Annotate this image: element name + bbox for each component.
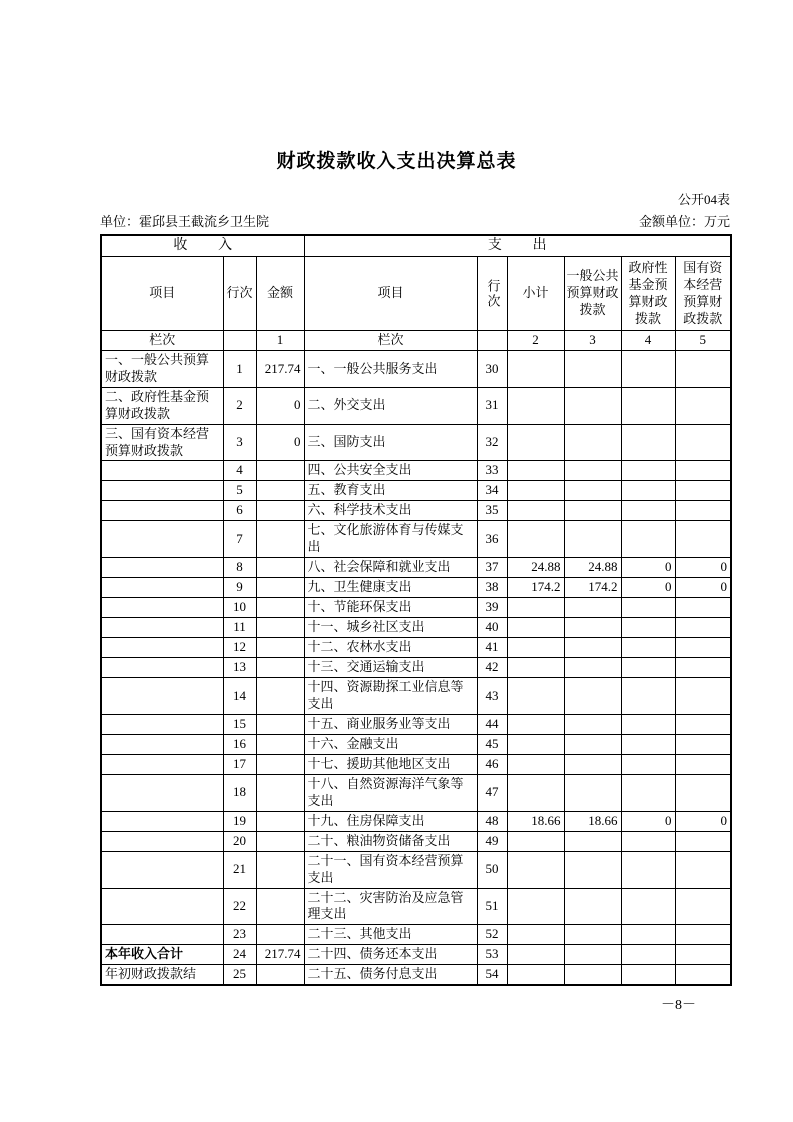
cell-gov-fund	[621, 734, 675, 754]
table-body	[101, 351, 731, 986]
cell-income-amount: 217.74	[256, 351, 304, 388]
cell-income-amount	[256, 925, 304, 945]
table-row	[101, 658, 731, 678]
cell-expense-item: 一、一般公共服务支出	[304, 351, 477, 388]
cell-subtotal	[507, 618, 564, 638]
income-section-label: 收入	[173, 238, 263, 253]
cell-expense-rowno: 46	[477, 754, 507, 774]
cell-income-rowno: 14	[223, 678, 256, 715]
cell-expense-rowno: 32	[477, 424, 507, 461]
cell-income-rowno: 24	[223, 945, 256, 965]
cell-expense-rowno: 40	[477, 618, 507, 638]
cell-income-item	[101, 461, 223, 481]
cell-gov-fund	[621, 501, 675, 521]
cell-expense-item: 四、公共安全支出	[304, 461, 477, 481]
table-row	[101, 678, 731, 715]
cell-general-budget	[564, 658, 621, 678]
cell-expense-rowno: 50	[477, 851, 507, 888]
cell-subtotal	[507, 831, 564, 851]
cell-income-item	[101, 658, 223, 678]
cell-subtotal	[507, 945, 564, 965]
cell-gov-fund	[621, 888, 675, 925]
cell-income-item	[101, 774, 223, 811]
cell-state-capital	[675, 461, 731, 481]
form-code: 公开04表	[677, 192, 730, 207]
table-row	[101, 888, 731, 925]
cell-subtotal	[507, 387, 564, 424]
cell-gov-fund	[621, 351, 675, 388]
cell-expense-rowno: 34	[477, 481, 507, 501]
cell-income-rowno: 5	[223, 481, 256, 501]
cell-state-capital: 0	[675, 811, 731, 831]
table-row	[101, 618, 731, 638]
cell-income-item: 本年收入合计	[101, 945, 223, 965]
cell-state-capital	[675, 424, 731, 461]
cell-expense-rowno: 35	[477, 501, 507, 521]
cell-state-capital	[675, 925, 731, 945]
table-row	[101, 851, 731, 888]
table-row	[101, 424, 731, 461]
cell-income-amount	[256, 558, 304, 578]
cell-subtotal	[507, 965, 564, 985]
table-row	[101, 925, 731, 945]
cell-income-amount: 217.74	[256, 945, 304, 965]
cell-gov-fund	[621, 598, 675, 618]
cell-subtotal	[507, 424, 564, 461]
cell-income-item	[101, 831, 223, 851]
cell-gov-fund	[621, 424, 675, 461]
cell-state-capital	[675, 754, 731, 774]
cell-income-item: 年初财政拨款结	[101, 965, 223, 985]
cell-general-budget	[564, 424, 621, 461]
col-header-expense-item: 项目	[304, 257, 477, 331]
cell-gov-fund	[621, 618, 675, 638]
cell-subtotal	[507, 754, 564, 774]
col-header-general-budget: 一般公共预算财政拨款	[564, 257, 621, 331]
cell-income-item	[101, 598, 223, 618]
cell-expense-rowno: 51	[477, 888, 507, 925]
cell-income-item: 二、政府性基金预算财政拨款	[101, 387, 223, 424]
cell-general-budget	[564, 351, 621, 388]
cell-state-capital	[675, 598, 731, 618]
table-row	[101, 734, 731, 754]
cell-income-item	[101, 888, 223, 925]
cell-income-item	[101, 618, 223, 638]
cell-expense-item: 二十五、债务付息支出	[304, 965, 477, 985]
cell-gov-fund: 0	[621, 578, 675, 598]
cell-gov-fund	[621, 851, 675, 888]
cell-income-rowno: 10	[223, 598, 256, 618]
table-row	[101, 945, 731, 965]
cell-subtotal	[507, 925, 564, 945]
cell-general-budget	[564, 501, 621, 521]
cell-subtotal	[507, 638, 564, 658]
cell-income-rowno: 3	[223, 424, 256, 461]
cell-expense-rowno: 33	[477, 461, 507, 481]
cell-state-capital	[675, 774, 731, 811]
cell-expense-item: 二十四、债务还本支出	[304, 945, 477, 965]
cell-gov-fund	[621, 774, 675, 811]
cell-general-budget	[564, 598, 621, 618]
cell-expense-rowno: 54	[477, 965, 507, 985]
cell-expense-item: 九、卫生健康支出	[304, 578, 477, 598]
cell-general-budget	[564, 925, 621, 945]
cell-state-capital	[675, 481, 731, 501]
cell-income-amount	[256, 831, 304, 851]
cell-income-item	[101, 714, 223, 734]
cell-income-item	[101, 925, 223, 945]
expense-section-label: 支出	[487, 238, 578, 253]
cell-general-budget	[564, 965, 621, 985]
table-row	[101, 754, 731, 774]
cell-gov-fund	[621, 521, 675, 558]
cell-expense-item: 二十三、其他支出	[304, 925, 477, 945]
expense-section-header	[304, 235, 731, 257]
cell-income-rowno: 7	[223, 521, 256, 558]
cell-general-budget	[564, 734, 621, 754]
cell-general-budget: 18.66	[564, 811, 621, 831]
cell-expense-rowno: 49	[477, 831, 507, 851]
cell-income-rowno: 15	[223, 714, 256, 734]
cell-income-item	[101, 521, 223, 558]
cell-income-rowno: 4	[223, 461, 256, 481]
cell-income-item	[101, 481, 223, 501]
cell-state-capital: 0	[675, 578, 731, 598]
cell-income-item	[101, 638, 223, 658]
cell-state-capital	[675, 501, 731, 521]
cell-state-capital	[675, 851, 731, 888]
cell-income-rowno: 18	[223, 774, 256, 811]
cell-income-amount	[256, 598, 304, 618]
cell-subtotal	[507, 351, 564, 388]
table-row	[101, 558, 731, 578]
cell-gov-fund	[621, 387, 675, 424]
cell-general-budget	[564, 831, 621, 851]
cell-income-item: 三、国有资本经营预算财政拨款	[101, 424, 223, 461]
table-row	[101, 501, 731, 521]
cell-income-item	[101, 754, 223, 774]
col-header-income-rowno: 行次	[223, 257, 256, 331]
col-number-2: 2	[507, 331, 564, 351]
cell-income-rowno: 22	[223, 888, 256, 925]
col-header-subtotal: 小计	[507, 257, 564, 331]
lanci-income: 栏次	[101, 331, 223, 351]
cell-general-budget: 24.88	[564, 558, 621, 578]
meta-line	[100, 211, 730, 230]
table-row	[101, 578, 731, 598]
cell-expense-item: 十四、资源勘探工业信息等支出	[304, 678, 477, 715]
cell-income-amount	[256, 888, 304, 925]
cell-general-budget: 174.2	[564, 578, 621, 598]
col-header-income-amount: 金额	[256, 257, 304, 331]
col-number-3: 3	[564, 331, 621, 351]
cell-income-rowno: 23	[223, 925, 256, 945]
cell-income-rowno: 9	[223, 578, 256, 598]
cell-income-amount	[256, 481, 304, 501]
cell-gov-fund	[621, 925, 675, 945]
table-row	[101, 521, 731, 558]
cell-general-budget	[564, 888, 621, 925]
cell-general-budget	[564, 851, 621, 888]
cell-income-amount: 0	[256, 424, 304, 461]
table-row	[101, 351, 731, 388]
lanci-income-rowno-blank	[223, 331, 256, 351]
col-header-expense-rowno: 行次	[477, 257, 507, 331]
cell-expense-rowno: 48	[477, 811, 507, 831]
cell-subtotal	[507, 461, 564, 481]
cell-income-amount	[256, 501, 304, 521]
table-row	[101, 774, 731, 811]
table-row	[101, 387, 731, 424]
header-row-columns	[101, 257, 731, 331]
cell-expense-item: 二十、粮油物资储备支出	[304, 831, 477, 851]
cell-general-budget	[564, 618, 621, 638]
cell-subtotal	[507, 678, 564, 715]
cell-income-rowno: 16	[223, 734, 256, 754]
cell-income-item	[101, 734, 223, 754]
table-row	[101, 811, 731, 831]
cell-general-budget	[564, 481, 621, 501]
cell-income-rowno: 8	[223, 558, 256, 578]
cell-income-amount	[256, 658, 304, 678]
cell-expense-rowno: 43	[477, 678, 507, 715]
col-header-state-capital: 国有资本经营预算财政拨款	[675, 257, 731, 331]
cell-expense-rowno: 45	[477, 734, 507, 754]
cell-expense-rowno: 38	[477, 578, 507, 598]
cell-expense-rowno: 37	[477, 558, 507, 578]
col-header-gov-fund: 政府性基金预算财政拨款	[621, 257, 675, 331]
cell-income-amount	[256, 521, 304, 558]
cell-income-item	[101, 501, 223, 521]
cell-expense-item: 六、科学技术支出	[304, 501, 477, 521]
cell-gov-fund	[621, 481, 675, 501]
cell-expense-rowno: 52	[477, 925, 507, 945]
cell-state-capital	[675, 521, 731, 558]
cell-expense-item: 十九、住房保障支出	[304, 811, 477, 831]
cell-expense-item: 十七、援助其他地区支出	[304, 754, 477, 774]
table-section	[100, 189, 730, 1014]
cell-gov-fund: 0	[621, 811, 675, 831]
cell-general-budget	[564, 945, 621, 965]
cell-expense-item: 十八、自然资源海洋气象等支出	[304, 774, 477, 811]
cell-subtotal	[507, 481, 564, 501]
cell-subtotal	[507, 851, 564, 888]
header-row-sections	[101, 235, 731, 257]
cell-expense-item: 三、国防支出	[304, 424, 477, 461]
cell-income-rowno: 21	[223, 851, 256, 888]
cell-state-capital	[675, 638, 731, 658]
cell-income-rowno: 12	[223, 638, 256, 658]
page-title: 财政拨款收入支出决算总表	[276, 151, 517, 172]
cell-income-amount	[256, 811, 304, 831]
cell-expense-item: 十三、交通运输支出	[304, 658, 477, 678]
cell-expense-rowno: 30	[477, 351, 507, 388]
cell-income-item	[101, 811, 223, 831]
cell-expense-rowno: 47	[477, 774, 507, 811]
table-row	[101, 831, 731, 851]
cell-income-rowno: 25	[223, 965, 256, 985]
cell-income-amount	[256, 578, 304, 598]
cell-gov-fund	[621, 638, 675, 658]
cell-expense-rowno: 41	[477, 638, 507, 658]
table-row	[101, 638, 731, 658]
cell-income-amount	[256, 774, 304, 811]
cell-income-rowno: 13	[223, 658, 256, 678]
amount-unit-label: 金额单位：万元	[638, 214, 730, 229]
cell-income-rowno: 17	[223, 754, 256, 774]
cell-expense-item: 十五、商业服务业等支出	[304, 714, 477, 734]
cell-general-budget	[564, 774, 621, 811]
cell-income-amount	[256, 754, 304, 774]
cell-expense-item: 五、教育支出	[304, 481, 477, 501]
cell-state-capital	[675, 714, 731, 734]
cell-gov-fund	[621, 965, 675, 985]
table-row	[101, 461, 731, 481]
cell-subtotal	[507, 658, 564, 678]
cell-income-rowno: 2	[223, 387, 256, 424]
cell-income-item: 一、一般公共预算财政拨款	[101, 351, 223, 388]
cell-income-amount	[256, 851, 304, 888]
cell-expense-rowno: 39	[477, 598, 507, 618]
col-number-4: 4	[621, 331, 675, 351]
header-row-lanci	[101, 331, 731, 351]
cell-general-budget	[564, 714, 621, 734]
cell-expense-item: 二、外交支出	[304, 387, 477, 424]
cell-income-amount	[256, 618, 304, 638]
cell-income-rowno: 1	[223, 351, 256, 388]
table-row	[101, 965, 731, 985]
cell-state-capital	[675, 387, 731, 424]
cell-gov-fund	[621, 461, 675, 481]
cell-income-amount	[256, 678, 304, 715]
cell-state-capital	[675, 945, 731, 965]
cell-state-capital	[675, 965, 731, 985]
cell-state-capital	[675, 351, 731, 388]
cell-expense-rowno: 36	[477, 521, 507, 558]
cell-subtotal	[507, 501, 564, 521]
cell-state-capital	[675, 888, 731, 925]
cell-expense-item: 十二、农林水支出	[304, 638, 477, 658]
cell-income-rowno: 6	[223, 501, 256, 521]
cell-state-capital	[675, 831, 731, 851]
cell-expense-rowno: 53	[477, 945, 507, 965]
cell-gov-fund	[621, 831, 675, 851]
cell-expense-item: 七、文化旅游体育与传媒支出	[304, 521, 477, 558]
cell-subtotal	[507, 714, 564, 734]
cell-income-amount: 0	[256, 387, 304, 424]
cell-subtotal: 18.66	[507, 811, 564, 831]
cell-expense-item: 十六、金融支出	[304, 734, 477, 754]
cell-expense-item: 十一、城乡社区支出	[304, 618, 477, 638]
cell-general-budget	[564, 521, 621, 558]
cell-subtotal	[507, 774, 564, 811]
cell-subtotal: 174.2	[507, 578, 564, 598]
cell-gov-fund	[621, 714, 675, 734]
table-row	[101, 598, 731, 618]
cell-general-budget	[564, 461, 621, 481]
income-section-header	[101, 235, 304, 257]
lanci-expense: 栏次	[304, 331, 477, 351]
fiscal-summary-table	[100, 234, 732, 986]
cell-income-amount	[256, 638, 304, 658]
col-number-1: 1	[256, 331, 304, 351]
cell-expense-item: 二十二、灾害防治及应急管理支出	[304, 888, 477, 925]
cell-subtotal	[507, 734, 564, 754]
cell-state-capital	[675, 734, 731, 754]
cell-income-item	[101, 578, 223, 598]
cell-gov-fund	[621, 658, 675, 678]
cell-expense-rowno: 44	[477, 714, 507, 734]
cell-expense-item: 十、节能环保支出	[304, 598, 477, 618]
cell-general-budget	[564, 754, 621, 774]
cell-subtotal: 24.88	[507, 558, 564, 578]
cell-income-item	[101, 558, 223, 578]
cell-income-rowno: 19	[223, 811, 256, 831]
cell-gov-fund	[621, 754, 675, 774]
cell-expense-item: 二十一、国有资本经营预算支出	[304, 851, 477, 888]
cell-income-rowno: 20	[223, 831, 256, 851]
cell-state-capital: 0	[675, 558, 731, 578]
table-row	[101, 714, 731, 734]
col-number-5: 5	[675, 331, 731, 351]
col-header-income-item: 项目	[101, 257, 223, 331]
cell-income-amount	[256, 734, 304, 754]
cell-state-capital	[675, 658, 731, 678]
cell-income-amount	[256, 714, 304, 734]
cell-gov-fund	[621, 678, 675, 715]
cell-income-amount	[256, 461, 304, 481]
cell-gov-fund	[621, 945, 675, 965]
cell-general-budget	[564, 678, 621, 715]
cell-gov-fund: 0	[621, 558, 675, 578]
cell-subtotal	[507, 598, 564, 618]
cell-general-budget	[564, 387, 621, 424]
cell-income-item	[101, 678, 223, 715]
cell-expense-rowno: 31	[477, 387, 507, 424]
cell-state-capital	[675, 678, 731, 715]
cell-income-rowno: 11	[223, 618, 256, 638]
cell-income-amount	[256, 965, 304, 985]
cell-expense-rowno: 42	[477, 658, 507, 678]
cell-expense-item: 八、社会保障和就业支出	[304, 558, 477, 578]
cell-state-capital	[675, 618, 731, 638]
lanci-expense-rowno-blank	[477, 331, 507, 351]
page-number: －8－	[661, 998, 696, 1014]
cell-subtotal	[507, 521, 564, 558]
unit-label: 单位：霍邱县王截流乡卫生院	[100, 214, 270, 229]
cell-general-budget	[564, 638, 621, 658]
cell-income-item	[101, 851, 223, 888]
cell-subtotal	[507, 888, 564, 925]
table-row	[101, 481, 731, 501]
